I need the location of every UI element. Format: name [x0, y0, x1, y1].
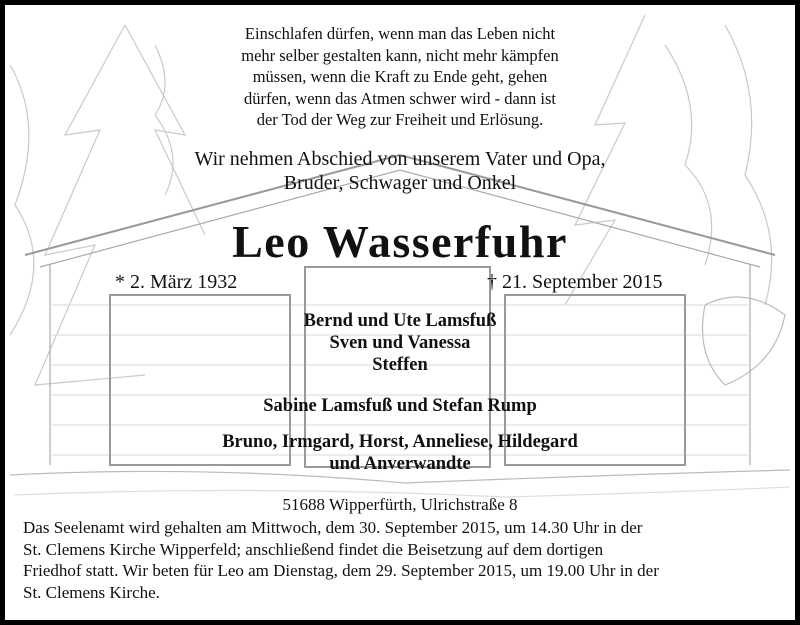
family-address: 51688 Wipperfürth, Ulrichstraße 8	[282, 495, 518, 514]
poem	[5, 23, 795, 131]
mourner-line: und Anverwandte	[329, 454, 471, 474]
death-date: † 21. September 2015	[487, 271, 663, 293]
intro-line: Wir nehmen Abschied von unserem Vater und Opa,	[194, 148, 606, 170]
farewell-intro	[5, 147, 795, 195]
poem-line: müssen, wenn die Kraft zu Ende geht, gehen	[252, 67, 548, 86]
mourners-group-2: Sabine Lamsfuß und Stefan Rump	[263, 396, 537, 416]
mourner-line: Bernd und Ute Lamsfuß	[303, 311, 497, 331]
poem-line: mehr selber gestalten kann, nicht mehr kämpfen	[241, 45, 559, 65]
mourner-line: Sven und Vanessa	[329, 333, 471, 353]
poem-line: Einschlafen dürfen, wenn man das Leben nicht	[244, 24, 556, 43]
mourners-group-1	[5, 310, 795, 376]
service-line: Das Seelenamt wird gehalten am Mittwoch, dem 30. September 2015, um 14.30 Uhr in der	[23, 518, 643, 537]
mourner-line: Bruno, Irmgard, Horst, Anneliese, Hildegard	[222, 432, 578, 452]
service-details	[23, 517, 783, 603]
service-line: St. Clemens Kirche Wipperfeld; anschließend findet die Beisetzung auf dem dortigen	[23, 539, 604, 559]
service-line: St. Clemens Kirche.	[23, 582, 160, 602]
deceased-name: Leo Wasserfuhr	[232, 216, 568, 267]
poem-line: dürfen, wenn das Atmen schwer wird - dann ist	[243, 88, 557, 108]
intro-line: Bruder, Schwager und Onkel	[283, 172, 517, 194]
mourners-group-3	[5, 431, 795, 475]
birth-date: * 2. März 1932	[115, 271, 238, 293]
mourner-line: Steffen	[372, 355, 428, 375]
poem-line: der Tod der Weg zur Freiheit und Erlösung.	[256, 110, 544, 129]
service-line: Friedhof statt. Wir beten für Leo am Dienstag, dem 29. September 2015, um 19.00 Uhr in der	[23, 561, 659, 580]
